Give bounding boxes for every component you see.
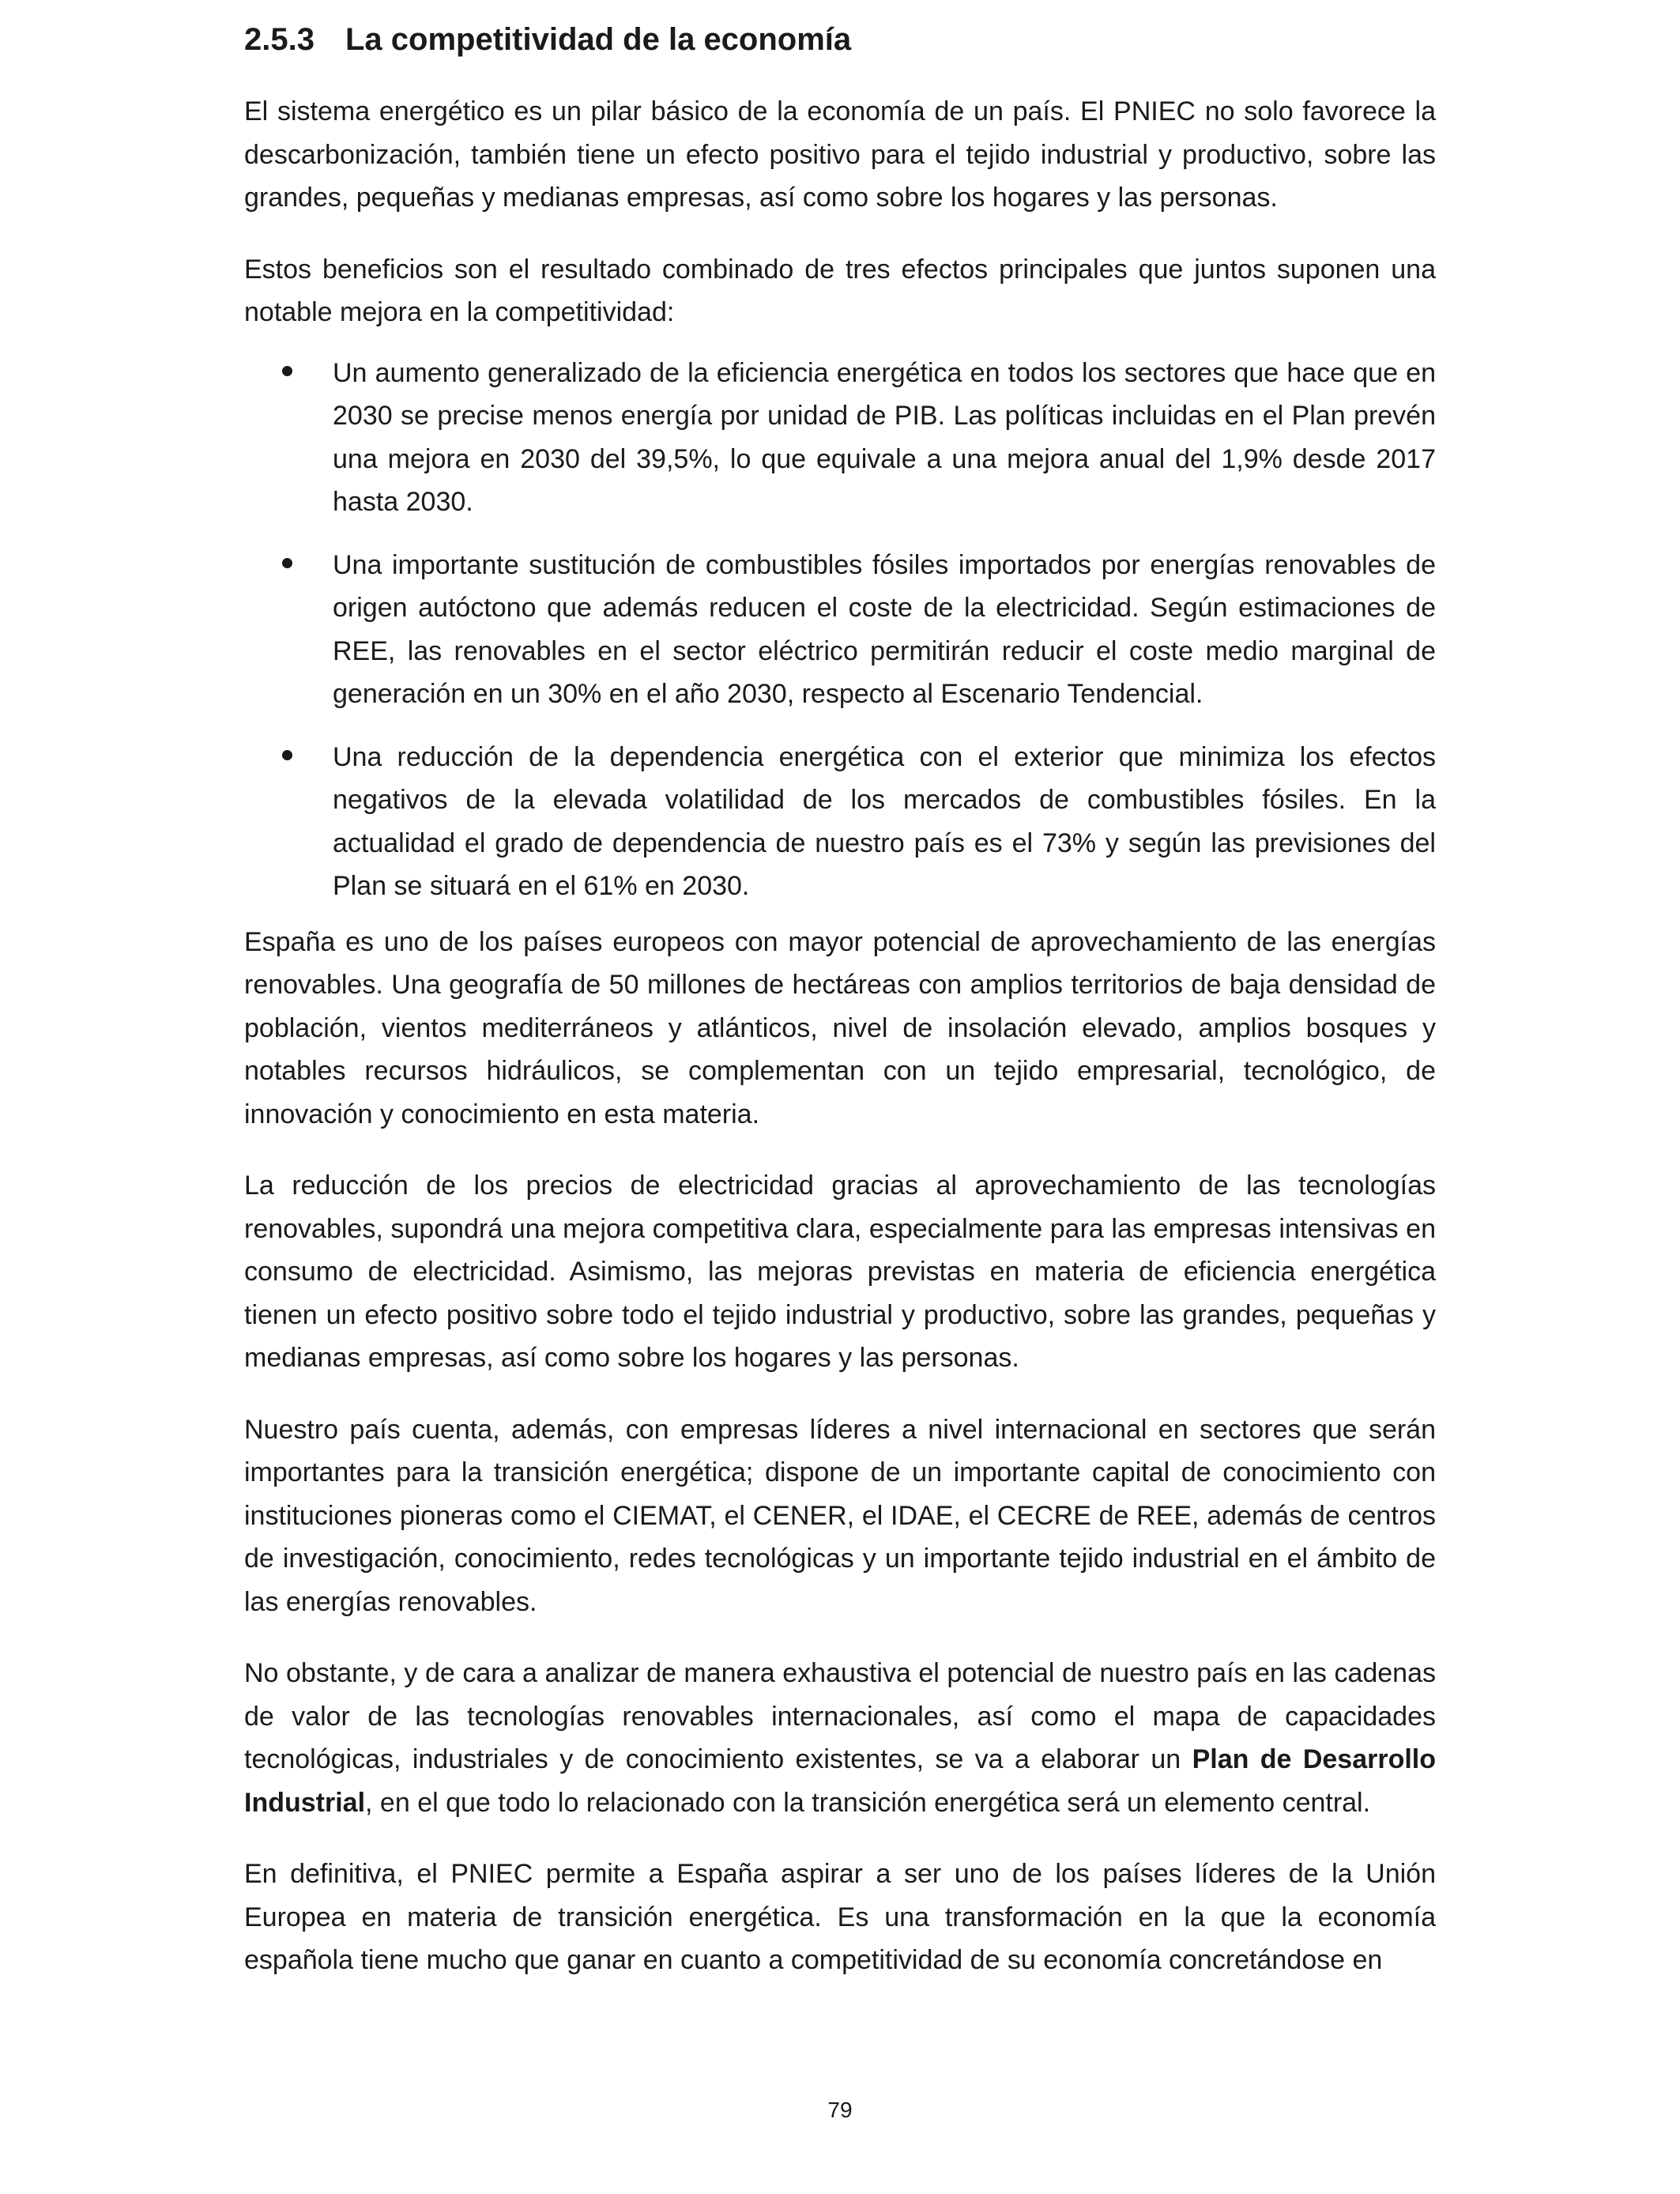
list-item-text: Una importante sustitución de combustibles fósiles importados por energías renovables de origen autóctono que además reducen el coste de la electricidad. Según estimaciones de REE, las renovables en el sector eléctrico permitirán reducir el coste medio marginal de generación en un 30% en el año 2030, respecto al Escenario Tendencial. [333,549,1436,709]
paragraph-industrial-plan [244,1652,1436,1824]
paragraph-spain-potential: España es uno de los países europeos con mayor potencial de aprovechamiento de las energías renovables. Una geografía de 50 millones de hectáreas con amplios territorios de baja densidad de población, vientos mediterráneos y atlánticos, nivel de insolación elevado, amplios bosques y notables recursos hidráulicos, se complementan con un tejido empresarial, tecnológico, de innovación y conocimiento en esta materia. [244,926,1436,1129]
list-item [333,544,1436,716]
paragraph-industrial-plan-text-a: No obstante, y de cara a analizar de manera exhaustiva el potencial de nuestro país en las cadenas de valor de las tecnologías renovables internacionales, así como el mapa de capacidades tecnológicas, industriales y de conocimiento existentes, se va a elaborar un [244,1658,1436,1774]
paragraph-leading-companies: Nuestro país cuenta, además, con empresas líderes a nivel internacional en sectores que serán importantes para la transición energética; dispone de un importante capital de conocimiento con instituciones pioneras como el CIEMAT, el CENER, el IDAE, el CECRE de REE, además de centros de investigación, conocimiento, redes tecnológicas y un importante tejido industrial en el ámbito de las energías renovables. [244,1414,1436,1617]
paragraph-industrial-plan-text-b: , en el que todo lo relacionado con la transición energética será un elemento central. [365,1787,1371,1818]
list-item [333,352,1436,524]
industrial-plan-bold: Plan de Desarrollo Industrial [244,1744,1437,1818]
list-item [333,736,1436,908]
section-title: La competitividad de la economía [345,22,852,57]
paragraph-benefits-intro: Estos beneficios son el resultado combinado de tres efectos principales que juntos suponen una notable mejora en la competitividad: [244,254,1436,327]
section-heading [244,17,851,62]
page-number: 79 [827,2098,853,2122]
paragraph-electricity-prices: La reducción de los precios de electricidad gracias al aprovechamiento de las tecnologías renovables, supondrá una mejora competitiva clara, especialmente para las empresas intensivas en consumo de electricidad. Asimismo, las mejoras previstas en materia de eficiencia energética tienen un efecto positivo sobre todo el tejido industrial y productivo, sobre las grandes, pequeñas y medianas empresas, así como sobre los hogares y las personas. [244,1171,1436,1373]
bullet-icon [279,352,295,395]
paragraph-intro: El sistema energético es un pilar básico de la economía de un país. El PNIEC no solo favorece la descarbonización, también tiene un efecto positivo para el tejido industrial y productivo, sobre las grandes, pequeñas y medianas empresas, así como sobre los hogares y las personas. [244,96,1436,213]
bullet-icon [279,544,295,587]
benefits-list [244,352,1436,908]
paragraph-conclusion: En definitiva, el PNIEC permite a España aspirar a ser uno de los países líderes de la Unión Europea en materia de transición energética. Es una transformación en la que la economía española tiene mucho que ganar en cuanto a competitividad de su economía concretándose en [244,1859,1436,1975]
bullet-icon [279,736,295,779]
body-content [244,90,1436,2011]
section-number: 2.5.3 [244,22,315,57]
list-item-text: Una reducción de la dependencia energética con el exterior que minimiza los efectos negativos de la elevada volatilidad de los mercados de combustibles fósiles. En la actualidad el grado de dependencia de nuestro país es el 73% y según las previsiones del Plan se situará en el 61% en 2030. [333,741,1436,901]
list-item-text: Un aumento generalizado de la eficiencia energética en todos los sectores que hace que en 2030 se precise menos energía por unidad de PIB. Las políticas incluidas en el Plan prevén una mejora en 2030 del 39,5%, lo que equivale a una mejora anual del 1,9% desde 2017 hasta 2030. [333,357,1436,517]
